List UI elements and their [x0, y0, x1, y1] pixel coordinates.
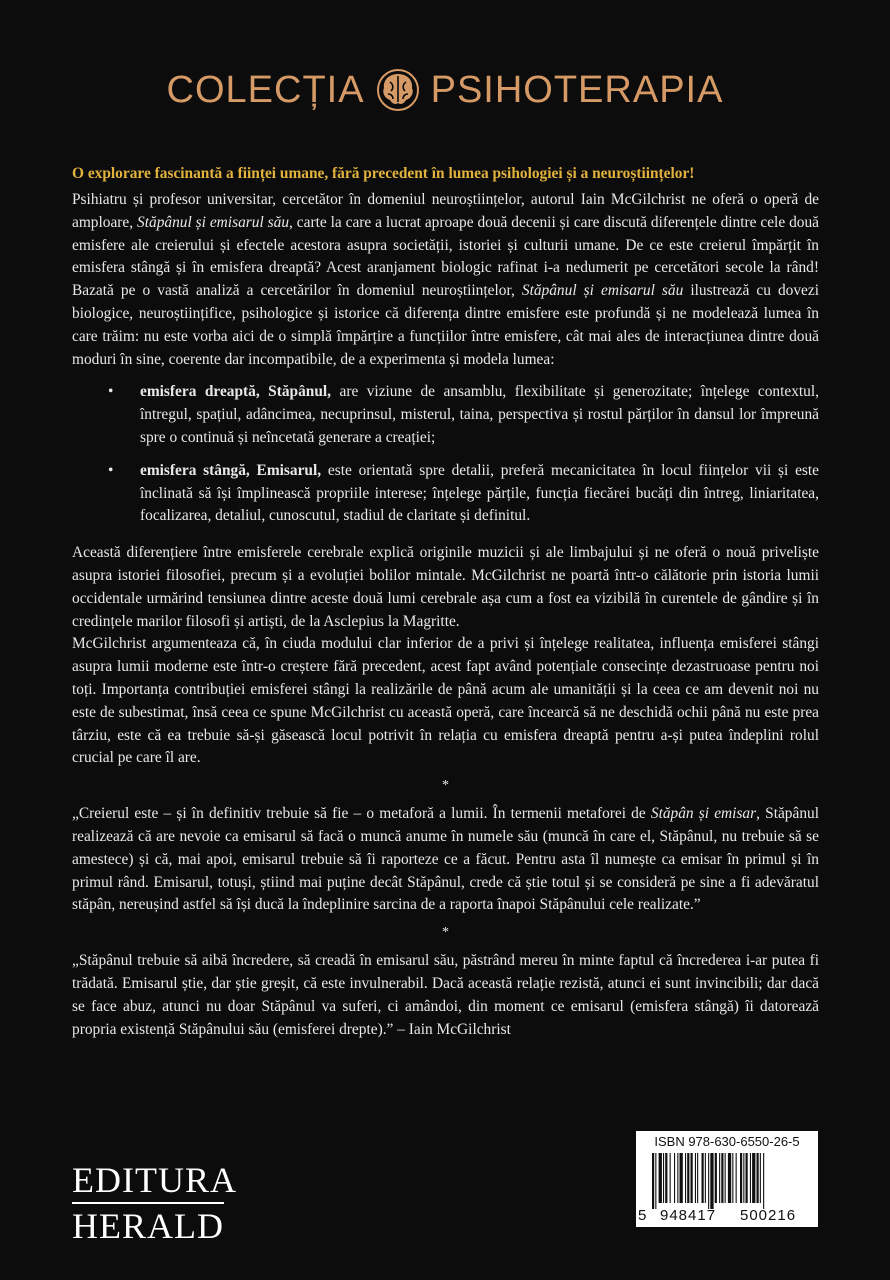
barcode-bar: [757, 1153, 759, 1203]
series-name-right: PSIHOTERAPIA: [430, 68, 724, 111]
intro-text-2: , carte la care a lucrat aproape două decenii și care discută diferențele dintre cele două emisfere ale creierului și efectele acestora asupra societății, istoriei și culturii umane. De ce este creierul împărțit în emisfera stângă și în emisfera dreaptă? Acest aranjament biologic rafinat i-a nedumerit pe cercetători secole la rând! Bazată pe o vastă analiză a cercetărilor în domeniul neuroștiințelor,: [72, 213, 820, 300]
barcode-bar: [691, 1153, 693, 1203]
section-separator: *: [442, 778, 449, 794]
barcode-bar: [728, 1153, 731, 1203]
paragraph-argument: McGilchrist argumenteaza că, în ciuda modului clar inferior de a privi și înțelege realitatea, influența emisferei stângi asupra lumii moderne este într-o creștere fără precedent, acest fapt având potențiale consecințe dezastruoase pentru noi toți. Importanța contribuției emisferei stângi la realizările de până acum ale umanității și la ceea ce am devenit noi nu este de subestimat, însă ceea ce spune McGilchrist cu această operă, care încearcă să ne deschidă ochii până nu este prea târziu, este că ea trebuie să-și găsească locul potrivit în relația cu emisfera dreaptă pentru a-și putea îndeplini rolul crucial pe care îl are.: [72, 635, 819, 767]
barcode-bar: [750, 1153, 751, 1203]
barcode-bar: [685, 1153, 686, 1203]
back-cover-text: [72, 189, 819, 1041]
quote-text-1: „Creierul este – și în definitiv trebuie să fie – o metaforă a lumii. În termenii metaforei de: [72, 805, 651, 823]
barcode-bar: [752, 1153, 755, 1203]
barcode-bar: [680, 1153, 683, 1203]
isbn-number: ISBN 978-630-6550-26-5: [654, 1134, 800, 1149]
tagline: O explorare fascinantă a ființei umane, fără precedent în lumea psihologiei și a neuroștiințelor!: [72, 165, 695, 182]
publisher-line-1: EDITURA: [72, 1160, 237, 1200]
bullet-lead: emisfera dreaptă, Stăpânul,: [140, 383, 332, 401]
publisher-line-2: HERALD: [72, 1202, 224, 1246]
barcode-bar: [697, 1153, 698, 1203]
book-title-italic: Stăpânul și emisarul său: [521, 282, 684, 300]
series-name-left: COLECȚIA: [166, 68, 365, 111]
list-item-left-hemisphere: [72, 460, 819, 528]
publisher-logo: [72, 1160, 237, 1246]
barcode-bar: [719, 1153, 720, 1203]
intro-paragraph: [72, 189, 819, 371]
book-title-italic: Stăpânul și emisarul său: [137, 213, 290, 231]
barcode-bar: [674, 1153, 675, 1203]
barcode-bar: [652, 1153, 654, 1209]
barcode-bar: [732, 1153, 733, 1203]
barcode-bar: [695, 1153, 696, 1203]
barcode-bar: [655, 1153, 656, 1209]
barcode-left-digits: 948417: [660, 1207, 717, 1224]
barcode-bar: [677, 1153, 678, 1203]
bullet-marker: •: [108, 383, 114, 401]
barcode-bar: [702, 1153, 704, 1203]
quote-title-italic: Stăpân și emisar: [650, 805, 757, 823]
bullet-lead: emisfera stângă, Emisarul,: [140, 461, 322, 479]
brain-icon: [376, 68, 420, 112]
bullet-text: este orientată spre detalii, preferă mecanicitatea în locul ființelor vii și este înclinată să își împlinească propriile interese; înțelege părțile, funcția fiecărei bucăți din întreg, liniaritatea, focalizarea, detaliul, cunoscutul, stadiul de claritate și definitul.: [140, 461, 820, 525]
quote-text-2: , Stăpânul realizează că are nevoie ca emisarul să facă o muncă anume în numele său (muncă în care el, Stăpânul, nu trebuie să se amestece) și că, mai apoi, emisarul trebuie să îi raporteze ce a făcut. Pentru asta îl numește ca emisar în primul și în primul rând. Emisarul, totuși, știind mai puține decât Stăpânul, crede că știe totul și se consideră pe sine a fi adevăratul stăpân, nereușind astfel să își ducă la îndeplinire sarcina de a raporta înapoi Stăpânului cele realizate.”: [72, 805, 819, 914]
barcode-panel: [636, 1131, 818, 1227]
barcode-bar: [705, 1153, 706, 1203]
barcode-bar: [725, 1153, 726, 1203]
barcode-bar: [721, 1153, 723, 1203]
paragraph-history: Această diferențiere între emisferele cerebrale explică originile muzicii și ale limbajului și ne oferă o nouă priveliște asupra istoriei filosofiei, precum și a evoluției bolilor mintale. McGilchrist ne poartă într-o călătorie prin istoria lumii occidentale urmărind tensiunea dintre aceste două lumi cerebrale așa cum a fost ea vizibilă în curentele de gândire și în credințele marilor filosofi și artiști, de la Asclepius la Magritte.: [72, 544, 819, 630]
quote-trust: „Stăpânul trebuie să aibă încredere, să creadă în emisarul său, păstrând mereu în minte faptul că încrederea i-ar putea fi trădată. Emisarul știe, dar știe greșit, că este invulnerabil. Dacă această relație rezistă, atunci ei sunt invincibili; dar dacă se face abuz, atunci nu doar Stăpânul va suferi, ci amândoi, din moment ce emisarul (emisfera stângă) îi datorează propria existență Stăpânului său (emisferei drepte).” – Iain McGilchrist: [72, 952, 819, 1038]
series-header: [0, 62, 890, 118]
barcode-bar: [659, 1153, 662, 1203]
barcode-bar: [740, 1153, 742, 1203]
barcode-bar: [743, 1153, 744, 1203]
barcode-bars: [650, 1153, 806, 1209]
barcode-bar: [715, 1153, 717, 1203]
quote-metaphor: [72, 803, 819, 917]
barcode-bar: [710, 1153, 713, 1209]
barcode-bar: [663, 1153, 664, 1203]
barcode-bar: [763, 1153, 764, 1209]
barcode-first-digit: 5: [638, 1207, 648, 1224]
barcode-bar: [760, 1153, 761, 1203]
barcode-bar: [708, 1153, 709, 1209]
bullet-text: are viziune de ansamblu, flexibilitate și generozitate; înțelege contextul, întregul, spațiul, adâncimea, necuprinsul, misterul, taina, perspectiva și rostul părților în dansul lor împreună spre o continuă și neîncetată generare a creației;: [140, 383, 820, 446]
hemisphere-list: [72, 381, 819, 528]
bullet-marker: •: [108, 461, 114, 479]
barcode-right-digits: 500216: [740, 1207, 797, 1224]
intro-text-3: ilustrează cu dovezi biologice, neuroștiințifice, psihologice și istorice că diferența dintre emisfere este profundă și ne modelează lumea în care trăim: nu este vorba aici de o simplă împărțire a funcțiilor între emisfere, cât mai ales de interacțiunea dintre două moduri în sine, coerente dar incompatibile, de a experimenta și modela lumea:: [72, 282, 819, 368]
barcode-bar: [665, 1153, 667, 1203]
barcode-bar: [736, 1153, 737, 1203]
section-separator: *: [442, 925, 449, 941]
barcode-bar: [670, 1153, 671, 1203]
barcode-bar: [687, 1153, 689, 1203]
barcode-bar: [746, 1153, 748, 1203]
intro-text-1: Psihiatru și profesor universitar, cercetător în domeniul neuroștiințelor, autorul Iain McGilchrist ne oferă o operă de amploare,: [72, 191, 819, 231]
list-item-right-hemisphere: [72, 381, 819, 449]
